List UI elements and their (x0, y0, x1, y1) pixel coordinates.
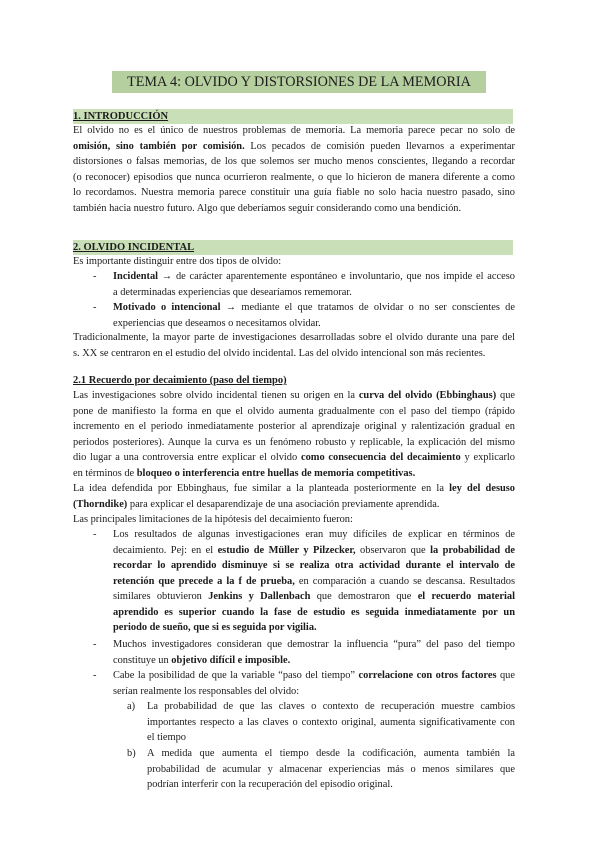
bullet-dash: - (93, 670, 97, 681)
text-line: (Thorndike) para explicar el desaparendizaje de una asociación previamente aprendida. (73, 498, 440, 510)
text-line: probabilidad de acumular y almacenar experiencias más o menos similares que (147, 763, 515, 775)
intro-paragraph (73, 123, 515, 216)
text-line: el tiempo (147, 732, 186, 743)
text-line: podrían interferir con la recuperación del episodio original. (147, 779, 393, 790)
text-line: (o reconocer) episodios que nunca ocurrieron realmente, o que lo hicieron de manera diferente a como (73, 171, 515, 183)
text-line: El olvido no es el único de nuestros problemas de memoria. La memoria parece pecar no solo de (73, 125, 515, 136)
sub-item-b (127, 746, 515, 793)
text-line: periodos posteriores). Aunque la curva es un fenómeno robusto y replicable, la explicación del mismo (73, 436, 515, 448)
text-line: Los resultados de algunas investigaciones eran muy difíciles de explicar en términos de (113, 529, 515, 540)
bullet-incidental (93, 269, 535, 300)
bullet-paso-del-tiempo (93, 668, 515, 699)
text-line: experiencias que deseamos o necesitamos olvidar. (113, 317, 321, 329)
text-line: similares obtuvieron Jenkins y Dallenbach que demostraron que el recuerdo material (113, 591, 515, 602)
text-line: La idea defendida por Ebbinghaus, fue similar a la planteada posteriormente en la ley del desuso (73, 483, 515, 494)
text-line: periodo de sueño, que si es seguida por vigilia. (113, 622, 317, 633)
text-line: decaimiento. Pej: en el estudio de Müller y Pilzecker, observaron que la probabilidad de (113, 544, 515, 556)
text-line: importantes respecto a las claves o contexto original, aumenta significativamente con (147, 716, 515, 728)
bullet-dash: - (93, 529, 97, 540)
list-marker: a) (127, 701, 136, 712)
text-line: constituye un objetivo difícil e imposible. (113, 654, 291, 666)
subsection-heading-decaimiento: 2.1 Recuerdo por decaimiento (paso del tiempo) (73, 375, 287, 386)
list-marker: b) (127, 748, 136, 759)
sub-item-a (127, 699, 515, 746)
section-heading-olvido-incidental: 2. OLVIDO INCIDENTAL (73, 240, 513, 255)
text-line: lo recordamos. Nuestra memoria parece constituir una guía fiable no solo hacia nuestro pasado, sino (73, 187, 515, 198)
text-line: recordar lo aprendido disminuye si se realiza otra actividad durante el intervalo de (113, 560, 515, 571)
text-line: Las principales limitaciones de la hipótesis del decaimiento fueron: (73, 514, 353, 525)
text-line: Motivado o intencional → mediante el que tratamos de olvidar o no ser conscientes de (113, 302, 515, 313)
olvido-tradicional-paragraph (73, 330, 515, 361)
text-line: a determinadas experiencias que desearíamos rememorar. (113, 286, 352, 298)
section-heading-introduccion: 1. INTRODUCCIÓN (73, 109, 513, 124)
text-line: Muchos investigadores consideran que demostrar la influencia “pura” del paso del tiempo (113, 639, 515, 650)
text-line: también hacia nuestro futuro. Algo que deberíamos seguir considerando como una bendición. (73, 202, 462, 214)
text-line: Es importante distinguir entre dos tipos de olvido: (73, 256, 282, 267)
text-line: serían realmente los responsables del olvido: (113, 685, 300, 697)
text-line: retención que precede a la f de prueba, en comparación a cuando se descansa. Resultados (113, 575, 515, 587)
limitaciones-intro (73, 512, 515, 528)
text-line: La probabilidad de que las claves o contexto de recuperación muestre cambios (147, 701, 515, 712)
text-line: A medida que aumenta el tiempo desde la codificación, aumenta también la (147, 748, 515, 759)
olvido-intro (73, 254, 515, 270)
text-line: Las investigaciones sobre olvido incidental tienen su origen en la curva del olvido (Ebbinghaus) que (73, 390, 515, 401)
text-line: Cabe la posibilidad de que la variable “paso del tiempo” correlacione con otros factores que (113, 670, 515, 681)
ebbinghaus-paragraph (73, 388, 515, 481)
text-line: en términos de bloqueo o interferencia entre huellas de memoria competitivas. (73, 467, 416, 479)
text-line: dio lugar a una controversia entre explicar el olvido como consecuencia del decaimiento y explicarlo (73, 452, 515, 463)
thorndike-paragraph (73, 481, 515, 512)
bullet-dash: - (93, 639, 97, 650)
bullet-resultados (93, 527, 515, 636)
text-line: incremento en el periodo inmediatamente posterior al aprendizaje original y ralentización gradual en (73, 421, 515, 432)
bullet-dash: - (93, 302, 97, 313)
text-line: pone de manifiesto la forma en que el olvido aumenta gradualmente con el paso del tiempo (rápido (73, 405, 515, 417)
bullet-influencia-pura (93, 637, 515, 668)
page-title: TEMA 4: OLVIDO Y DISTORSIONES DE LA MEMORIA (112, 71, 486, 93)
text-line: Tradicionalmente, la mayor parte de investigaciones desarrolladas sobre el olvido durante una pare del (73, 332, 515, 343)
text-line: aprendido es superior cuando la fase de estudio es seguida inmediatamente por un (113, 606, 515, 618)
text-line: omisión, sino también por comisión. Los pecados de comisión pueden llevarnos a experimentar (73, 140, 515, 152)
bullet-dash: - (93, 271, 97, 282)
text-line: distorsiones o falsas memorias, de los que solemos ser mucho menos conscientes, llegando a recordar (73, 156, 515, 167)
text-line: Incidental → de carácter aparentemente espontáneo e involuntario, que nos impide el acceso (113, 271, 515, 282)
bullet-motivado (93, 300, 535, 331)
text-line: s. XX se centraron en el estudio del olvido incidental. Las del olvido intencional son más recientes. (73, 347, 486, 359)
